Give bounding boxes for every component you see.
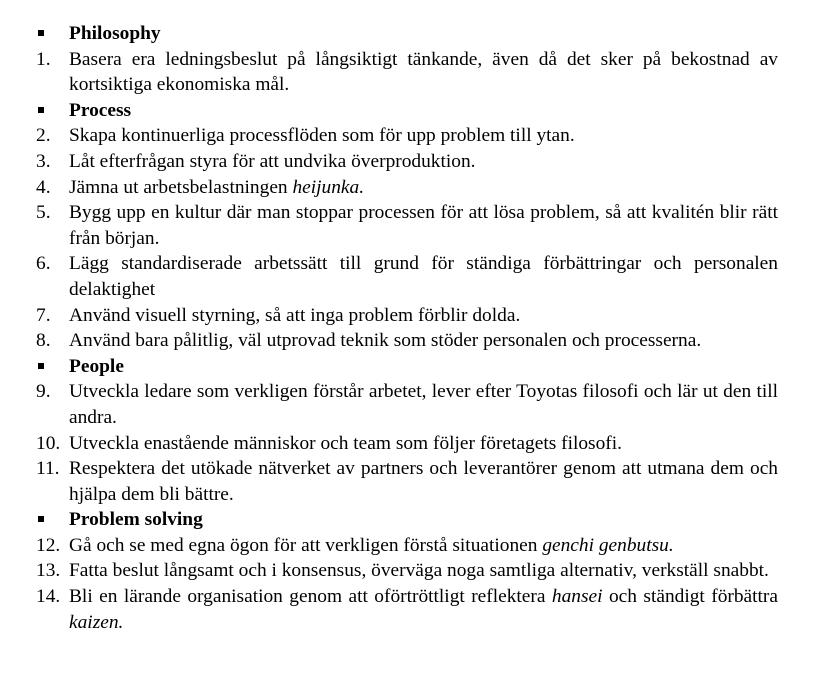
list-item [36, 456, 778, 507]
item-text: Basera era ledningsbeslut på långsiktigt tänkande, även då det sker på bekostnad av kortsiktiga ekonomiska mål. [69, 48, 778, 96]
item-text-plain: och ständigt förbättra [602, 586, 778, 608]
item-text-plain: Jämna ut arbetsbelastningen [69, 176, 293, 198]
list-item [36, 200, 778, 251]
list-item [36, 584, 778, 635]
section-heading-text: Philosophy [69, 23, 161, 44]
item-number: 13. [36, 560, 61, 582]
list-item [36, 328, 778, 354]
item-number: 11. [36, 458, 60, 480]
list-item [36, 533, 778, 559]
item-text-italic: genchi genbutsu. [542, 534, 674, 556]
list-item [36, 303, 778, 329]
item-text [69, 175, 778, 201]
item-text [69, 584, 778, 635]
item-text: Låt efterfrågan styra för att undvika överproduktion. [69, 150, 476, 172]
list-item [36, 558, 778, 584]
item-text: Använd bara pålitlig, väl utprovad teknik som stöder personalen och processerna. [69, 330, 702, 352]
item-text: Använd visuell styrning, så att inga problem förblir dolda. [69, 304, 521, 326]
item-number: 5. [36, 202, 51, 224]
list-item [36, 431, 778, 457]
list-item [36, 175, 778, 201]
item-text: Utveckla enastående människor och team som följer företagets filosofi. [69, 432, 622, 454]
item-number: 9. [36, 381, 51, 403]
section-heading-philosophy [36, 21, 778, 47]
list-item [36, 47, 778, 98]
item-number: 14. [36, 586, 61, 608]
item-number: 4. [36, 176, 51, 198]
item-number: 3. [36, 150, 51, 172]
section-heading-text: People [69, 355, 124, 377]
item-number: 2. [36, 125, 51, 147]
item-number: 10. [36, 432, 61, 454]
section-heading-text: Problem solving [69, 509, 203, 531]
item-text-italic: kaizen. [69, 611, 124, 633]
item-number: 6. [36, 253, 51, 275]
item-text [69, 533, 778, 559]
item-text: Utveckla ledare som verkligen förstår arbetet, lever efter Toyotas filosofi och lär ut den till andra. [69, 381, 778, 428]
list-item [36, 251, 778, 302]
item-text-plain: Gå och se med egna ögon för att verkligen förstå situationen [69, 534, 543, 556]
item-text-plain: Bli en lärande organisation genom att oförtröttligt reflektera [69, 586, 552, 608]
list-item [36, 149, 778, 175]
item-number: 12. [36, 534, 61, 556]
item-text: Lägg standardiserade arbetssätt till grund för ständiga förbättringar och personalen delaktighet [69, 253, 778, 300]
list-item [36, 123, 778, 149]
item-text-italic: heijunka. [292, 176, 365, 198]
item-text: Skapa kontinuerliga processflöden som för upp problem till ytan. [69, 125, 575, 147]
item-text: Respektera det utökade nätverket av partners och leverantörer genom att utmana dem och hjälpa dem bli bättre. [69, 458, 778, 505]
section-heading-text: Process [69, 99, 132, 121]
item-number: 7. [36, 304, 51, 326]
section-heading-problem-solving [36, 507, 778, 533]
item-text-italic: hansei [551, 586, 603, 608]
item-number: 8. [36, 330, 51, 352]
section-heading-people [36, 354, 778, 380]
item-text: Bygg upp en kultur där man stoppar processen för att lösa problem, så att kvalitén blir rätt från början. [69, 202, 778, 249]
list-item [36, 379, 778, 430]
item-number: 1. [36, 48, 51, 70]
item-text: Fatta beslut långsamt och i konsensus, överväga noga samtliga alternativ, verkställ snabbt. [69, 560, 769, 582]
section-heading-process [36, 98, 778, 124]
